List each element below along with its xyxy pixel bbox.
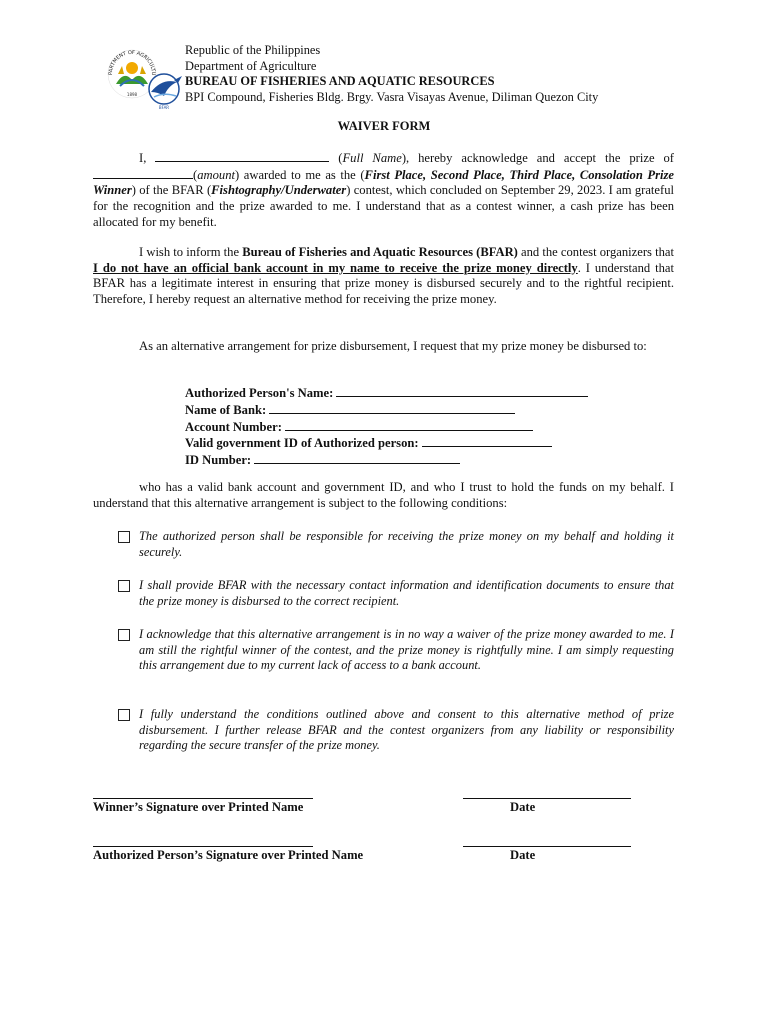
winner-signature-label: Winner’s Signature over Printed Name — [93, 800, 304, 814]
condition-text: I fully understand the conditions outlined above and consent to this alternative method of prize disbursement. I further release BFAR and the contest organizers from any liability or responsibility regarding the secure transfer of the prize money. — [139, 707, 674, 753]
field-bank-name — [185, 402, 588, 419]
letterhead — [185, 43, 598, 105]
p1-text-6: ) of the BFAR ( — [131, 183, 212, 198]
bfar-logo-icon — [144, 70, 184, 110]
authorized-signature-line[interactable] — [93, 846, 313, 847]
p2-text-2: and the contest organizers that — [521, 245, 674, 259]
field-id-number — [185, 452, 588, 469]
condition-item — [118, 578, 674, 609]
full-name-hint: Full Name — [342, 151, 402, 165]
p2-emphasis: I do not have an official bank account in my name to receive the prize money directly — [93, 260, 578, 275]
p1-text-2: ( — [338, 151, 343, 165]
paragraph-acknowledgement — [93, 150, 674, 231]
p1-text-3: ), hereby acknowledge and accept the prize of — [401, 151, 674, 165]
field-label: ID Number: — [185, 453, 252, 468]
bank-name-blank[interactable] — [269, 402, 515, 414]
places-hint: First Place, Second Place, Third Place, Consolation Prize Winner — [93, 167, 674, 198]
p1-text-5: ) awarded to me as the ( — [234, 167, 365, 182]
id-number-blank[interactable] — [254, 452, 460, 464]
condition-text: I acknowledge that this alternative arrangement is in no way a waiver of the prize money awarded to me. I am still the rightful winner of the contest, and the prize money is rightfully mine. I am simply requesting this arrangement due to my current lack of access to a bank account. — [139, 627, 674, 673]
condition-item — [118, 627, 674, 674]
condition-checkbox[interactable] — [118, 580, 130, 592]
field-label: Account Number: — [185, 419, 282, 434]
logo-da-year: 1898 — [126, 92, 138, 97]
form-title: WAIVER FORM — [337, 119, 431, 133]
field-valid-government-id — [185, 435, 588, 452]
authorized-signature-label: Authorized Person’s Signature over Printed Name — [93, 848, 364, 862]
logo-da-arc-text: PARTMENT OF AGRICULTU — [107, 49, 157, 76]
letterhead-department: Department of Agriculture — [185, 58, 317, 73]
p2-text-1: I wish to inform the — [139, 245, 240, 259]
p4-text: who has a valid bank account and government ID, and who I trust to hold the funds on my behalf. I understand that this alternative arrangement is subject to the following conditions: — [93, 480, 674, 510]
logo-bfar-text: BFAR — [158, 105, 170, 110]
contest-hint: Fishtography/Underwater — [211, 183, 347, 198]
condition-item — [118, 529, 674, 560]
account-number-blank[interactable] — [285, 419, 533, 431]
p3-text: As an alternative arrangement for prize disbursement, I request that my prize money be disbursed to: — [139, 339, 647, 353]
p1-text-1: I, — [139, 151, 147, 165]
winner-date-line[interactable] — [463, 798, 631, 799]
amount-blank[interactable] — [93, 167, 193, 179]
p2-organization: Bureau of Fisheries and Aquatic Resources (BFAR) — [242, 245, 518, 259]
paragraph-no-bank-account — [93, 245, 674, 308]
letterhead-bureau: BUREAU OF FISHERIES AND AQUATIC RESOURCES — [185, 74, 495, 89]
winner-signature-line[interactable] — [93, 798, 313, 799]
condition-text: I shall provide BFAR with the necessary contact information and identification documents to ensure that the prize money is disbursed to the correct recipient. — [139, 578, 674, 608]
full-name-blank[interactable] — [155, 150, 329, 162]
field-label: Valid government ID of Authorized person: — [185, 436, 419, 451]
authorized-person-name-blank[interactable] — [336, 385, 588, 397]
valid-government-id-blank[interactable] — [422, 435, 552, 447]
authorized-date-line[interactable] — [463, 846, 631, 847]
condition-checkbox[interactable] — [118, 629, 130, 641]
letterhead-address: BPI Compound, Fisheries Bldg. Brgy. Vasra Visayas Avenue, Diliman Quezon City — [185, 89, 599, 104]
winner-date-label: Date — [510, 800, 536, 814]
p2-text-3: . I understand that BFAR has a legitimate interest in ensuring that prize money is disbursed securely and to the rightful recipient. Therefore, I hereby request an alternative method for receiving the prize money. — [93, 260, 674, 307]
condition-checkbox[interactable] — [118, 531, 130, 543]
paragraph-alternative-arrangement — [93, 339, 674, 355]
field-authorized-person-name — [185, 385, 588, 402]
field-label: Name of Bank: — [185, 402, 267, 417]
p1-text-7: ) contest, which concluded on September 29, 2023. I am grateful for the recognition and the prize awarded to me. I understand that as a contest winner, a cash prize has been allocated for my benefit. — [93, 183, 674, 229]
letterhead-country: Republic of the Philippines — [185, 43, 321, 57]
field-account-number — [185, 419, 588, 436]
condition-item — [118, 707, 674, 754]
amount-hint: amount — [197, 167, 235, 182]
authorized-date-label: Date — [510, 848, 536, 862]
field-label: Authorized Person's Name: — [185, 386, 334, 400]
authorized-person-fields — [185, 385, 588, 469]
p1-text-4: ( — [193, 167, 198, 182]
paragraph-conditions-intro — [93, 480, 674, 511]
condition-checkbox[interactable] — [118, 709, 130, 721]
condition-text: The authorized person shall be responsible for receiving the prize money on my behalf and holding it securely. — [139, 529, 674, 559]
